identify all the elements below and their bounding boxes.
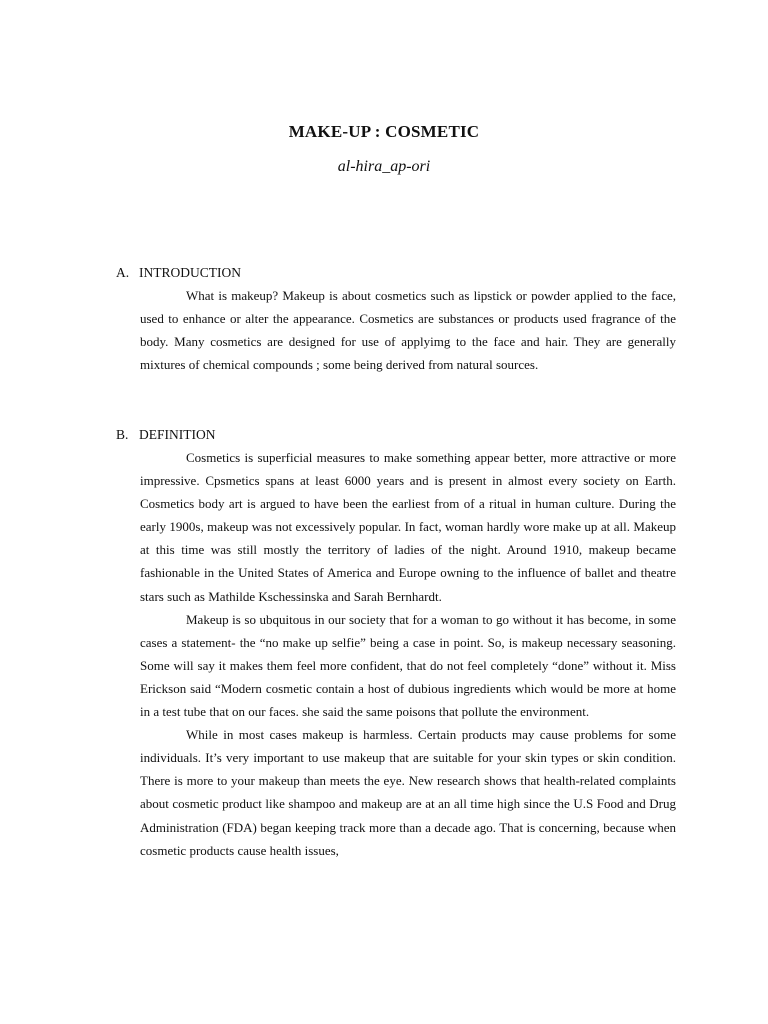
document-author: al-hira_ap-ori <box>337 158 431 175</box>
paragraph: Makeup is so ubquitous in our society that for a woman to go without it has become, in some cases a statement- the “no make up selfie” being a case in point. So, is makeup necessary seasoning. Some will say it makes them feel more confident, that do not feel completely “done” without it. Miss Erickson said “Modern cosmetic contain a host of dubious ingredients which would be more at home in a test tube that on our faces. she said the same poisons that pollute the environment. <box>140 611 676 720</box>
section-heading <box>116 423 676 446</box>
section-heading <box>116 261 676 284</box>
paragraph: What is makeup? Makeup is about cosmetics such as lipstick or powder applied to the face, used to enhance or alter the appearance. Cosmetics are substances or products used fragrance of the body. Many cosmetics are designed for use of applyimg to the face and hair. They are generally mixtures of chemical compounds ; some being derived from natural sources. <box>140 288 676 373</box>
section-introduction <box>116 261 676 376</box>
paragraph: While in most cases makeup is harmless. Certain products may cause problems for some individuals. It’s very important to use makeup that are suitable for your skin types or skin condition. There is more to your makeup than meets the eye. New research shows that health-related complaints about cosmetic product like shampoo and makeup are at an all time high since the U.S Food and Drug Administration (FDA) began keeping track more than a decade ago. That is concerning, because when cosmetic products cause health issues, <box>140 727 676 858</box>
section-letter: B. <box>116 427 129 442</box>
section-letter: A. <box>116 265 130 280</box>
section-title: INTRODUCTION <box>139 265 241 280</box>
paragraph: Cosmetics is superficial measures to make something appear better, more attractive or more impressive. Cpsmetics spans at least 6000 years and is present in almost every society on Earth. Cosmetics body art is argued to have been the earliest from of a ritual in human culture. During the early 1900s, makeup was not excessively popular. In fact, woman hardly wore make up at all. Makeup at this time was still mostly the territory of ladies of the night. Around 1910, makeup became fashionable in the United States of America and Europe owning to the influence of ballet and theatre stars such as Mathilde Kschessinska and Sarah Bernhardt. <box>140 450 676 604</box>
section-definition <box>116 423 676 862</box>
section-title: DEFINITION <box>139 427 216 442</box>
document-title: MAKE-UP : COSMETIC <box>288 122 480 141</box>
